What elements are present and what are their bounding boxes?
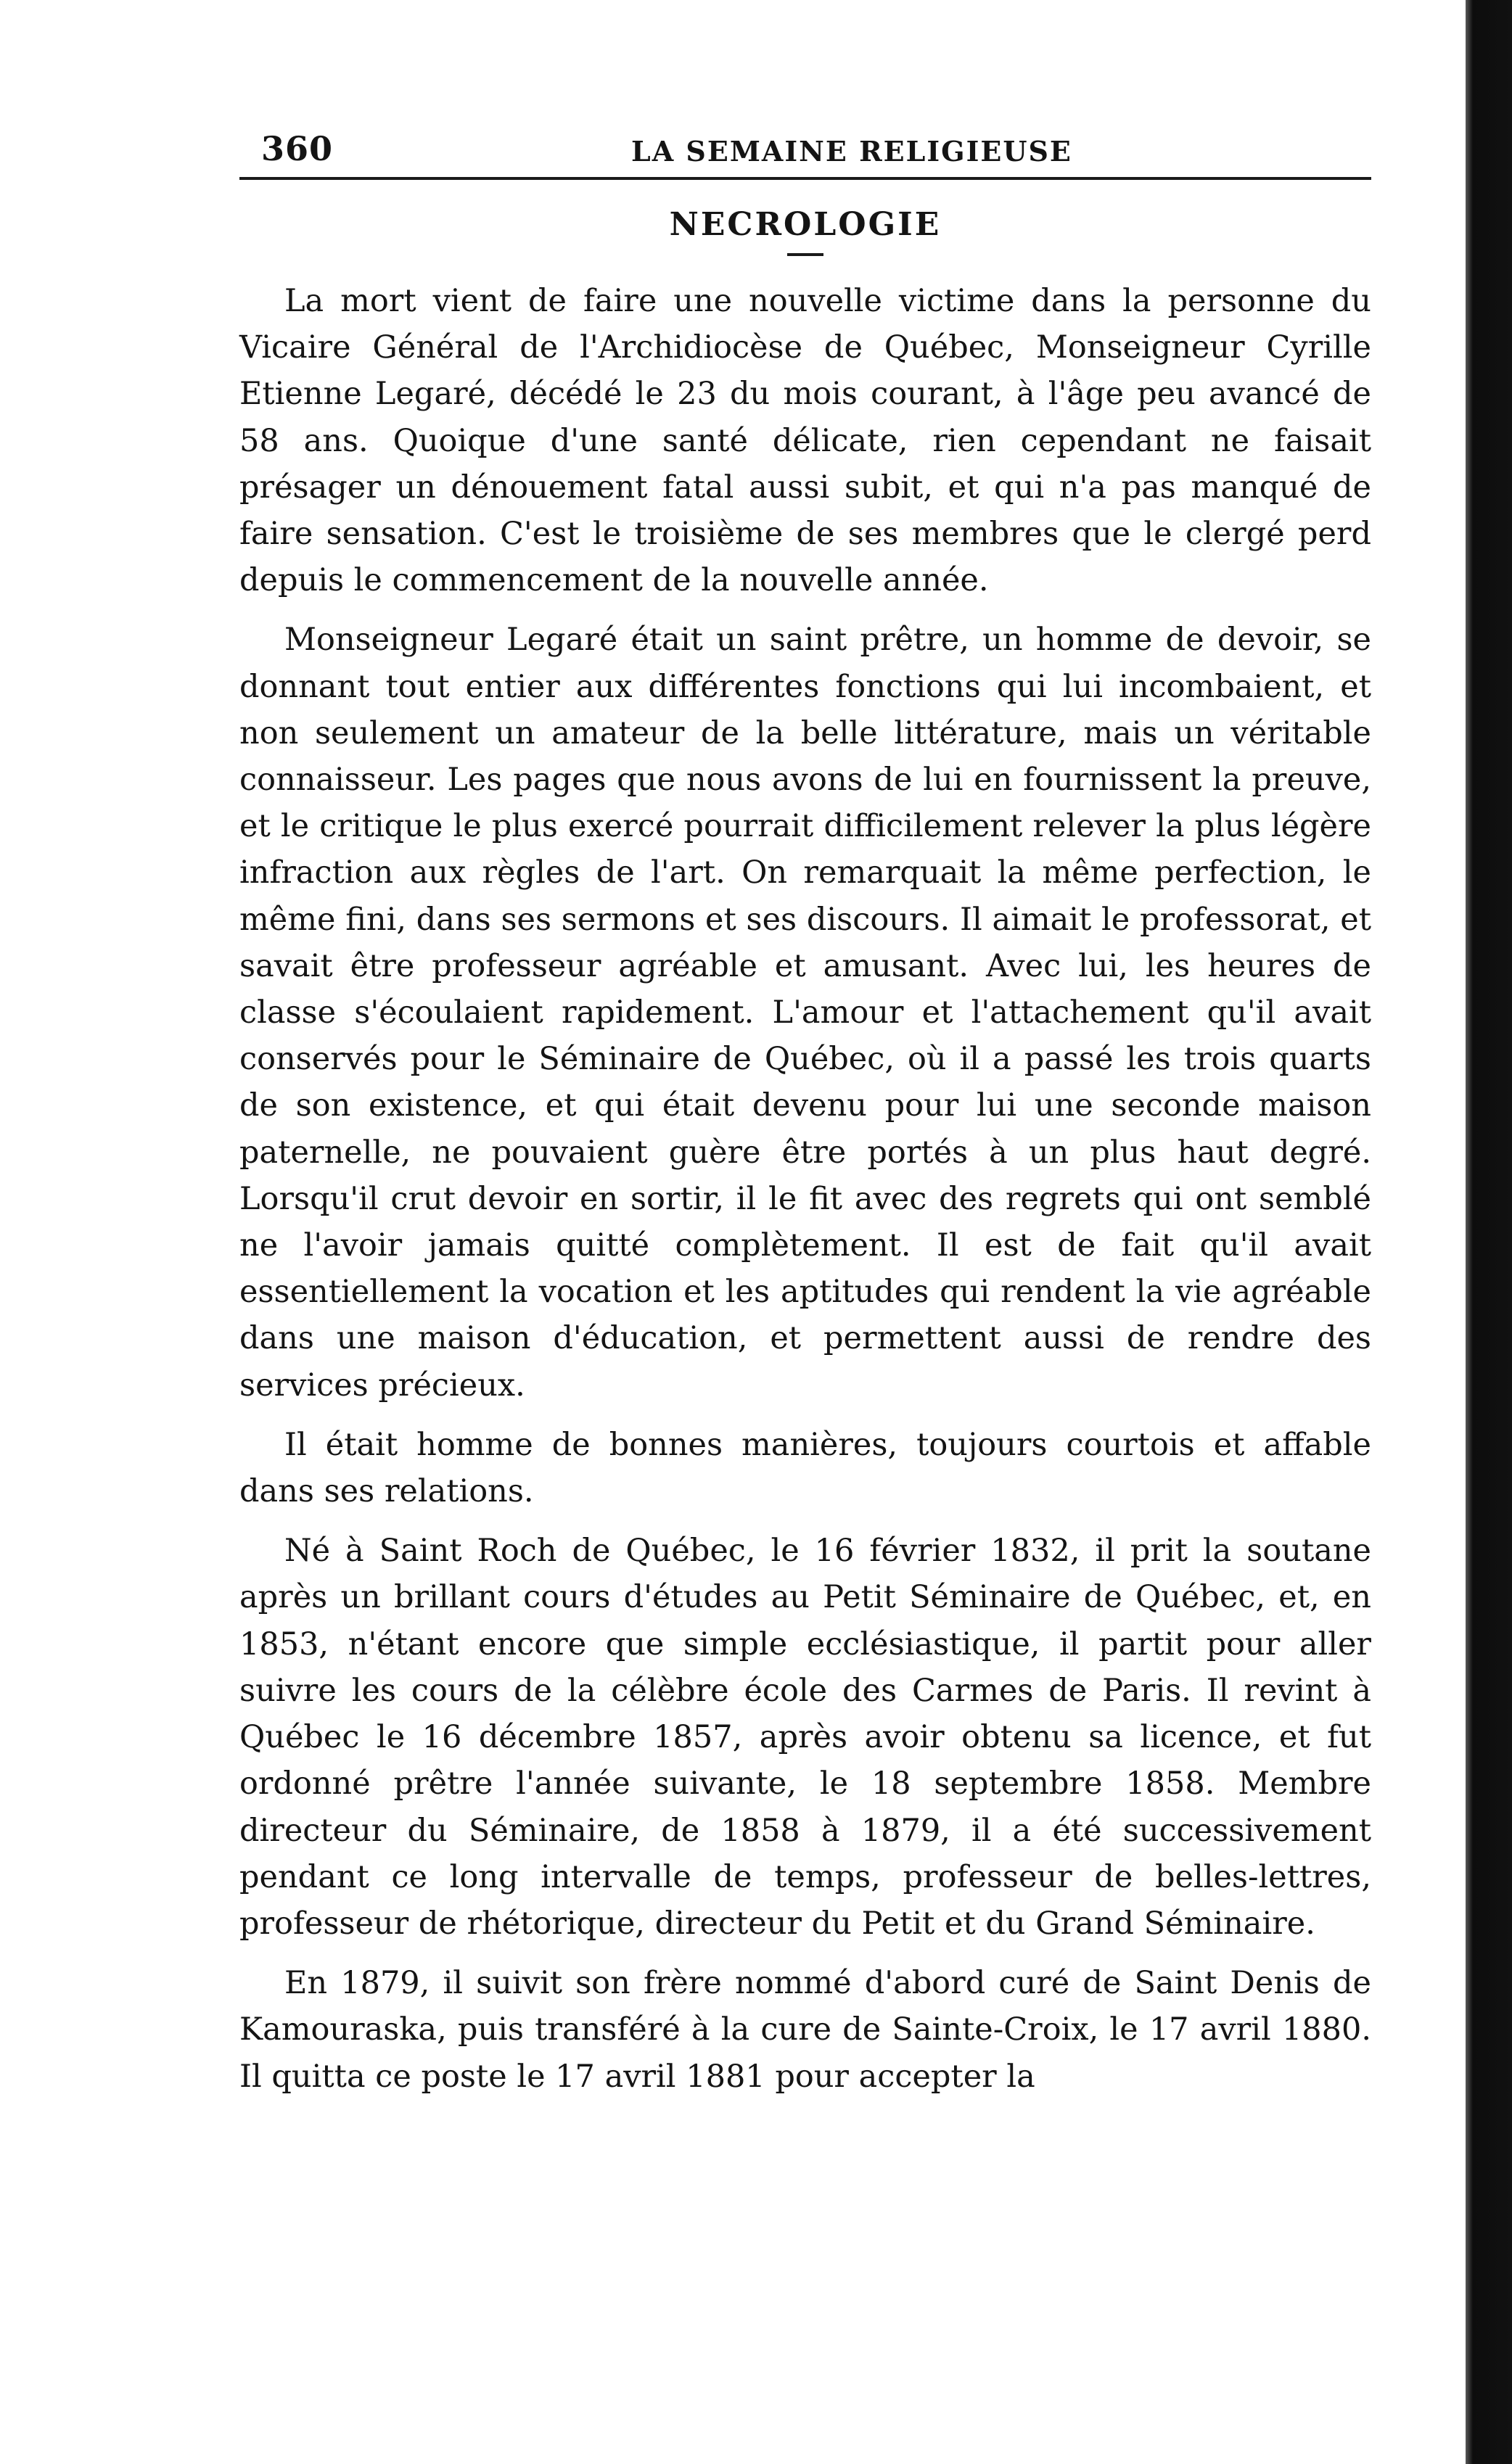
paragraph-4: Né à Saint Roch de Québec, le 16 février 1832, il prit la soutane après un brillant cours d'études au Petit Séminaire de Québec, et, en 1853, n'étant encore que simple ecclésiastique, il partit pour aller suivre les cours de la célèbre école des Carmes de Paris. Il revint à Québec le 16 décembre 1857, après avoir obtenu sa licence, et fut ordonné prêtre l'année suivante, le 18 septembre 1858. Membre directeur du Séminaire, de 1858 à 1879, il a été successivement pendant ce long intervalle de temps, professeur de belles-lettres, professeur de rhétorique, directeur du Petit et du Grand Séminaire.	[239, 1533, 1371, 1942]
section-title: NECROLOGIE	[669, 206, 942, 243]
paragraph-1: La mort vient de faire une nouvelle victime dans la personne du Vicaire Général de l'Archidiocèse de Québec, Monseigneur Cyrille Etienne Legaré, décédé le 23 du mois courant, à l'âge peu avancé de 58 ans. Quoique d'une santé délicate, rien cependant ne faisait présager un dénouement fatal aussi subit, et qui n'a pas manqué de faire sensation. C'est le troisième de ses membres que le clergé perd depuis le commencement de la nouvelle année.	[239, 283, 1371, 599]
header-rule	[239, 177, 1371, 180]
book-page	[239, 123, 1371, 2113]
paragraph-2: Monseigneur Legaré était un saint prêtre, un homme de devoir, se donnant tout entier aux différentes fonctions qui lui incombaient, et non seulement un amateur de la belle littérature, mais un véritable connaisseur. Les pages que nous avons de lui en fournissent la preuve, et le critique le plus exercé pourrait difficilement relever la plus légère infraction aux règles de l'art. On remarquait la même perfection, le même fini, dans ses sermons et ses discours. Il aimait le professorat, et savait être professeur agréable et amusant. Avec lui, les heures de classe s'écoulaient rapidement. L'amour et l'attachement qu'il avait conservés pour le Séminaire de Québec, où il a passé les trois quarts de son existence, et qui était devenu pour lui une seconde maison paternelle, ne pouvaient guère être portés à un plus haut degré. Lorsqu'il crut devoir en sortir, il le fit avec des regrets qui ont semblé ne l'avoir jamais quitté complètement. Il est de fait qu'il avait essentiellement la vocation et les aptitudes qui rendent la vie agréable dans une maison d'éducation, et permettent aussi de rendre des services précieux.	[239, 622, 1371, 1404]
article-body	[239, 278, 1371, 2100]
page-header	[239, 123, 1371, 174]
running-head: LA SEMAINE RELIGIEUSE	[631, 135, 1072, 168]
page-number: 360	[261, 129, 334, 168]
page-edge-shadow	[1466, 0, 1512, 2464]
paragraph-3: Il était homme de bonnes manières, toujours courtois et affable dans ses relations.	[239, 1426, 1371, 1510]
paragraph-5: En 1879, il suivit son frère nommé d'abord curé de Saint Denis de Kamouraska, puis transféré à la cure de Sainte-Croix, le 17 avril 1880. Il quitta ce poste le 17 avril 1881 pour accepter la	[239, 1965, 1371, 2095]
title-dash	[787, 253, 823, 256]
